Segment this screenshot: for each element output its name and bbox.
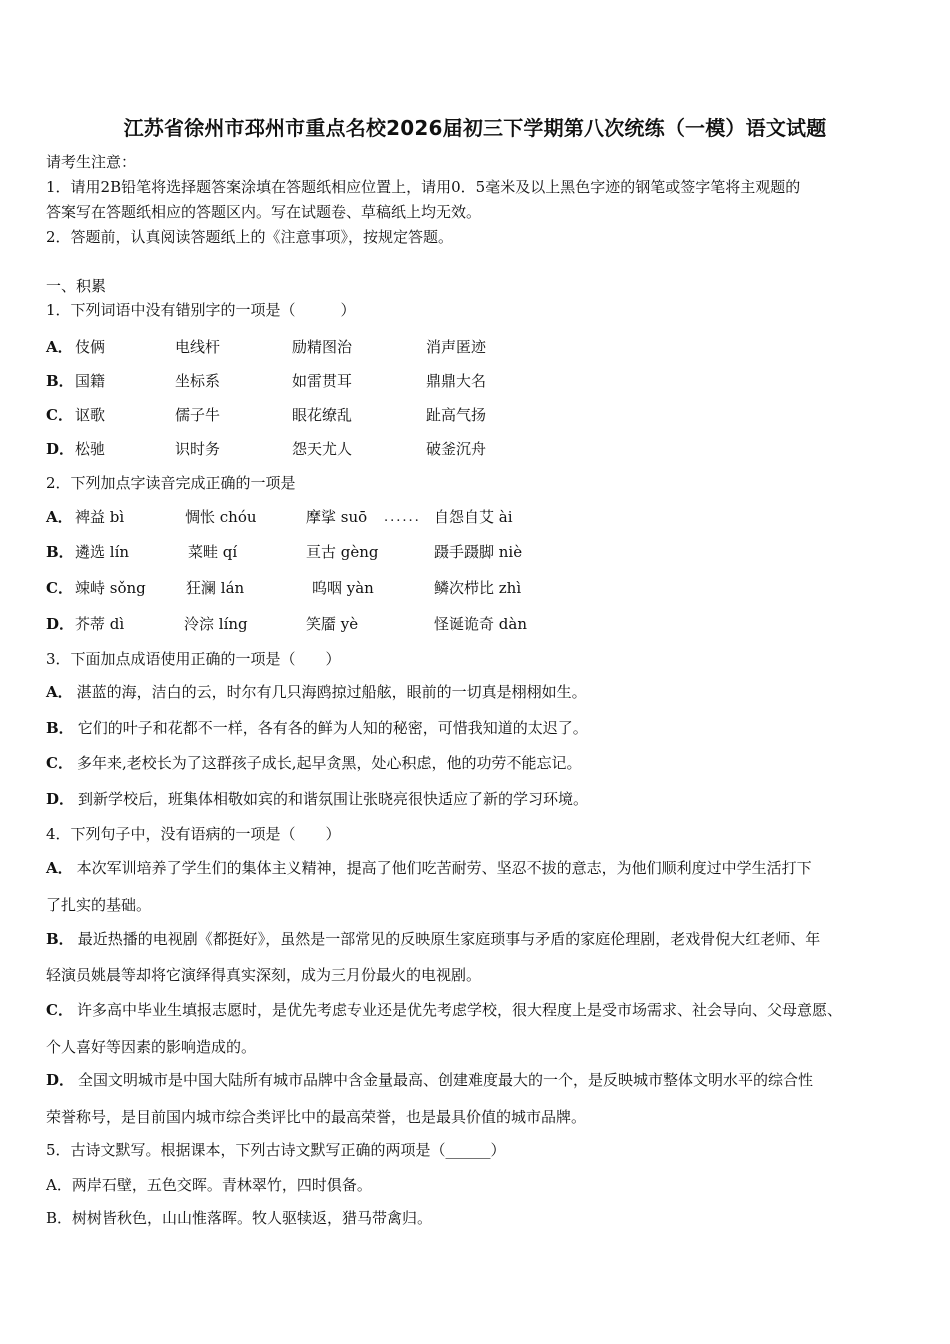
option-label: D． <box>46 615 75 633</box>
question-4-option-a: A． 本次军训培养了学生们的集体主义精神，提高了他们吃苦耐劳、坚忍不拔的意志，为他们顺利度过中学生活打下 <box>46 859 812 877</box>
page-title: 江苏省徐州市邳州市重点名校2026届初三下学期第八次统练（一模）语文试题 <box>123 116 827 140</box>
option-word: 识时务 <box>175 440 221 458</box>
option-word: 儒子牛 <box>175 406 221 424</box>
question-3-option-b: B． 它们的叶子和花都不一样，各有各的鲜为人知的秘密，可惜我知道的太迟了。 <box>46 719 588 737</box>
question-4-stem: 4．下列句子中，没有语病的一项是（ ） <box>46 825 341 843</box>
question-4-option-b: B． 最近热播的电视剧《都挺好》，虽然是一部常见的反映原生家庭琐事与矛盾的家庭伦理剧，老戏骨倪大红老师、年 <box>46 930 821 948</box>
option-label: C． <box>46 406 73 424</box>
question-4-option-a-cont: 了扎实的基础。 <box>46 896 152 914</box>
option-word: 坐标系 <box>175 372 221 390</box>
option-word: 如雷贯耳 <box>292 372 353 390</box>
option-word: 国籍 <box>75 372 106 390</box>
option-label: C． <box>46 579 73 597</box>
option-word: 伎俩 <box>75 338 106 356</box>
option-word: 眼花缭乱 <box>292 406 353 424</box>
option-word: 松驰 <box>75 440 106 458</box>
option-label: B． <box>46 372 74 390</box>
option-word: 趾高气扬 <box>426 406 487 424</box>
option-word: 笑靥 yè <box>306 615 359 633</box>
option-word: 芥蒂 dì <box>75 615 125 633</box>
option-word: 摩挲 suō <box>306 508 368 526</box>
option-word: 怨天尤人 <box>292 440 353 458</box>
question-4-option-b-cont: 轻演员姚晨等却将它演绎得真实深刻，成为三月份最火的电视剧。 <box>46 966 482 984</box>
question-3-stem: 3．下面加点成语使用正确的一项是（ ） <box>46 650 341 668</box>
option-label: A． <box>46 508 73 526</box>
option-label: D． <box>46 440 75 458</box>
option-word: 遴选 lín <box>75 543 130 561</box>
section-heading: 一、积累 <box>46 277 107 295</box>
option-word: 破釜沉舟 <box>426 440 487 458</box>
dotted-emphasis: ...... <box>384 510 421 525</box>
option-word: 惆怅 chóu <box>185 508 257 526</box>
option-word: 裨益 bì <box>75 508 125 526</box>
option-label: A． <box>46 338 73 356</box>
option-word: 狂澜 lán <box>186 579 245 597</box>
question-5-stem: 5．古诗文默写。根据课本，下列古诗文默写正确的两项是（______） <box>46 1141 506 1159</box>
notice-item-1-cont: 答案写在答题纸相应的答题区内。写在试题卷、草稿纸上均无效。 <box>46 203 482 221</box>
option-word: 鳞次栉比 zhì <box>434 579 522 597</box>
option-word: 泠淙 líng <box>184 615 248 633</box>
option-word: 怪诞诡奇 dàn <box>434 615 527 633</box>
notice-heading: 请考生注意： <box>46 153 137 171</box>
question-3-option-d: D． 到新学校后，班集体相敬如宾的和谐氛围让张晓亮很快适应了新的学习环境。 <box>46 790 589 808</box>
question-4-option-c-cont: 个人喜好等因素的影响造成的。 <box>46 1038 257 1056</box>
option-word: 自怨自艾 ài <box>434 508 513 526</box>
option-word: 鼎鼎大名 <box>426 372 487 390</box>
option-word: 电线杆 <box>175 338 221 356</box>
question-1-stem: 1．下列词语中没有错别字的一项是（ ） <box>46 301 356 319</box>
option-word: 蹑手蹑脚 niè <box>434 543 523 561</box>
option-word: 励精图治 <box>292 338 353 356</box>
question-4-option-c: C． 许多高中毕业生填报志愿时，是优先考虑专业还是优先考虑学校，很大程度上是受市场需求、社会导向、父母意愿、 <box>46 1001 842 1019</box>
question-4-option-d: D． 全国文明城市是中国大陆所有城市品牌中含金量最高、创建难度最大的一个，是反映城市整体文明水平的综合性 <box>46 1071 814 1089</box>
notice-item-1: 1．请用2B铅笔将选择题答案涂填在答题纸相应位置上，请用0．5毫米及以上黑色字迹的钢笔或签字笔将主观题的 <box>46 178 801 196</box>
question-3-option-c: C． 多年来,老校长为了这群孩子成长,起早贪黑，处心积虑，他的功劳不能忘记。 <box>46 754 582 772</box>
option-word: 竦峙 sǒng <box>75 579 146 597</box>
option-word: 消声匿迹 <box>426 338 487 356</box>
question-5-option-b: B．树树皆秋色，山山惟落晖。牧人驱犊返，猎马带禽归。 <box>46 1209 433 1227</box>
question-2-stem: 2．下列加点字读音完成正确的一项是 <box>46 474 296 492</box>
option-word: 菜畦 qí <box>188 543 238 561</box>
question-4-option-d-cont: 荣誉称号，是目前国内城市综合类评比中的最高荣誉，也是最具价值的城市品牌。 <box>46 1108 587 1126</box>
option-label: B． <box>46 543 74 561</box>
notice-item-2: 2．答题前，认真阅读答题纸上的《注意事项》，按规定答题。 <box>46 228 454 246</box>
option-word: 呜咽 yàn <box>312 579 374 597</box>
option-word: 讴歌 <box>75 406 106 424</box>
option-word: 亘古 gèng <box>306 543 379 561</box>
question-3-option-a: A． 湛蓝的海，洁白的云，时尔有几只海鸥掠过船舷，眼前的一切真是栩栩如生。 <box>46 683 587 701</box>
question-5-option-a: A．两岸石壁，五色交晖。青林翠竹，四时俱备。 <box>46 1176 372 1194</box>
